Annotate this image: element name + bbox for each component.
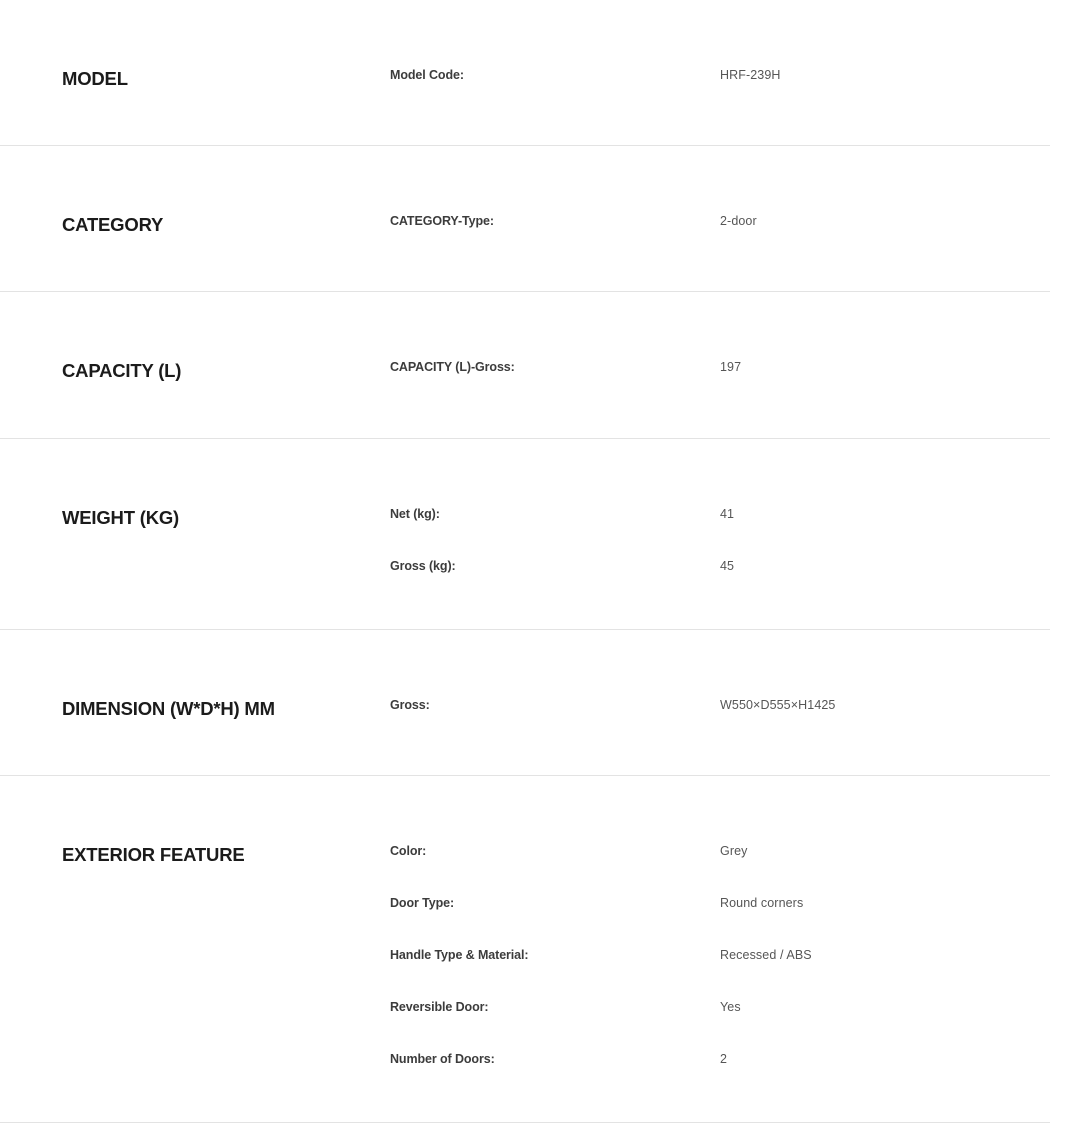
spec-value: Recessed / ABS	[720, 947, 812, 962]
spec-value: 197	[720, 360, 742, 375]
spec-row	[390, 1000, 988, 1015]
section-title: MODEL	[62, 68, 128, 89]
spec-row	[390, 844, 988, 859]
spec-section-exterior-feature	[0, 776, 1050, 1123]
section-title: EXTERIOR FEATURE	[62, 843, 245, 865]
spec-value: 2-door	[720, 214, 757, 229]
section-title: CATEGORY	[62, 214, 164, 236]
section-title: DIMENSION (W*D*H) MM	[62, 697, 275, 719]
section-rows	[390, 698, 988, 713]
spec-value: Round corners	[720, 895, 804, 910]
section-rows	[390, 507, 988, 574]
spec-label: CAPACITY (L)-Gross:	[390, 360, 515, 375]
section-rows	[390, 214, 988, 229]
spec-value: HRF-239H	[720, 68, 781, 82]
spec-value: Yes	[720, 999, 741, 1014]
spec-label: Color:	[390, 843, 427, 858]
spec-label: Reversible Door:	[390, 999, 489, 1014]
spec-label: Door Type:	[390, 895, 455, 910]
spec-label: Handle Type & Material:	[390, 947, 529, 962]
spec-row	[390, 1052, 988, 1067]
section-title: WEIGHT (KG)	[62, 506, 180, 528]
spec-label: Gross:	[390, 697, 430, 712]
section-rows	[390, 68, 988, 83]
spec-row	[390, 68, 988, 83]
section-rows	[390, 844, 988, 1067]
spec-section-model	[0, 0, 1050, 146]
spec-label: Model Code:	[390, 68, 464, 82]
spec-section-weight	[0, 439, 1050, 630]
spec-value: Grey	[720, 843, 748, 858]
spec-row	[390, 507, 988, 522]
spec-row	[390, 698, 988, 713]
section-rows	[390, 360, 988, 375]
spec-value: 41	[720, 506, 735, 521]
spec-label: Number of Doors:	[390, 1051, 495, 1066]
spec-row	[390, 559, 988, 574]
spec-row	[390, 214, 988, 229]
spec-row	[390, 360, 988, 375]
spec-label: Gross (kg):	[390, 558, 456, 573]
spec-section-capacity	[0, 292, 1050, 438]
spec-value: W550×D555×H1425	[720, 697, 836, 712]
spec-row	[390, 948, 988, 963]
spec-label: CATEGORY-Type:	[390, 214, 494, 229]
spec-row	[390, 896, 988, 911]
spec-value: 45	[720, 558, 735, 573]
spec-section-category	[0, 146, 1050, 292]
spec-value: 2	[720, 1051, 728, 1066]
section-title: CAPACITY (L)	[62, 360, 182, 382]
spec-label: Net (kg):	[390, 506, 440, 521]
spec-section-dimension	[0, 630, 1050, 776]
